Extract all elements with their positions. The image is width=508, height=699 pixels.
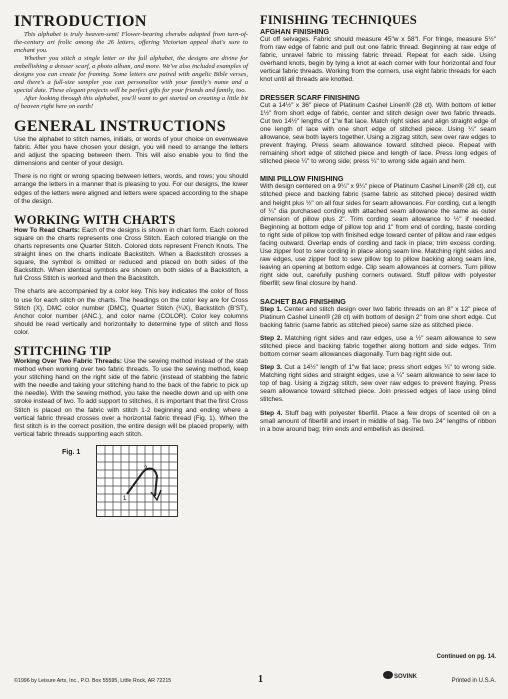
afghan-paragraph: Cut off selvages. Fabric should measure 45"w x 58"l. For fringe, measure 5½" from raw edge of fabric and pull out one fabric thread. Beginning at raw edge of fabric, unravel fabric to missing fabric thread. Repeat for each side. Using overhand knots, begin by tying a knot at each corner with four horizontal and four vertical fabric threads. Working from the corners, use eight fabric threads for each knot until all threads are knotted. <box>260 36 496 84</box>
step-2-body: Matching right sides and raw edges, use a ½" seam allowance to sew stitched piece and backing fabric together along bottom and side edges. Trim bottom corner seam allowances diagonally. Turn bag right side out. <box>260 334 497 358</box>
introduction-section <box>14 31 248 111</box>
general-paragraph-1: Use the alphabet to stitch names, initials, or words of your choice on evenweave fabric. After you have chosen your design, you will need to arrange the letters and adjust the spacing between them. This will also enable you to find the dimensions and center of your design. <box>14 136 248 168</box>
stitching-tip-heading: STITCHING TIP <box>14 343 112 358</box>
weave-grid-icon <box>97 446 177 516</box>
charts-paragraph-1 <box>14 227 248 284</box>
step-1-body: Center and stitch design over two fabric threads on an 8" x 12" piece of Platinum Cashel Linen® (28 ct) with bottom of design 2" from one short edge. Cut backing fabric (same fabric as stitched piece) same size as stitched piece. <box>260 305 497 329</box>
intro-paragraph-1: This alphabet is truly heaven-sent! Flower-bearing cherubs adapted from turn-of-the-century art frolic among the 26 letters, offering Victorian appeal that's sure to enchant you. <box>14 31 248 54</box>
pillow-paragraph: With design centered on a 9¼" x 9¼" piece of Platinum Cashel Linen® (28 ct), cut stitched piece and backing fabric (same fabric as stitched piece) desired width and height plus ½" on all four sides for seam allowances. For cording, cut a length of ¼" dia purchased cording with attached seam allowance the same as outer dimension of pillow plus 2". Trim cording seam allowance to ½" if needed. Beginning at bottom edge of pillow top and 1" from end of cording, baste cording to right side of pillow top with finished edge toward center of pillow and raw edges facing outward. Overlap ends of cording and tack in place; trim excess cording. Use zipper foot to sew cording in place along seam line. Matching right sides and raw edges, use zipper foot to sew pillow top to pillow backing along seam line, leaving an opening at bottom edge. Clip seam allowances at corners. Turn pillow right side out, carefully pushing corners outward. Stuff pillow with polyester fiberfill; sew final closure by hand. <box>260 183 496 288</box>
charts-paragraph-2: The charts are accompanied by a color key. This key indicates the color of floss to use for each stitch on the charts. The headings on the color key are for Cross Stitch (X), DMC color number (DMC), Quarter Stitch (¼X), Backstitch (B'ST), Anchor color number (ANC.), and color name (COLOR). Color key columns should be read vertically and horizontally to determine type of stitch and floss color. <box>14 288 248 336</box>
printed-in-usa: Printed in U.S.A. <box>451 678 496 684</box>
figure-1 <box>14 445 248 521</box>
finishing-techniques-heading: FINISHING TECHNIQUES <box>260 13 417 27</box>
tip-body: Use the sewing method instead of the stab method when working over two fabric threads. To use the sewing method, keep your stitching hand on the right side of the fabric (instead of stabbing the fabric with the needle and taking your stitching hand to the back of the fabric to pick up the needle). With the sewing method, you take the needle down and up with one stroke instead of two. To add support to stitches, it is important that the first Cross Stitch is placed on the fabric with stitch 1-2 beginning and ending where a vertical fabric thread crosses over a horizontal fabric thread (Fig. 1). When the first stitch is in the correct position, the entire design will be placed properly, with vertical fabric threads supporting each stitch. <box>14 357 248 438</box>
general-paragraph-2: There is no right or wrong spacing between letters, words, and rows; you should arrange the letters in a manner that is pleasing to you. For our designs, the lower edges of the letters were aligned and letters were spaced according to the shape of the design. <box>14 173 248 205</box>
charts-body: Each of the designs is shown in chart form. Each colored square on the charts represents one Cross Stitch. Each colored triangle on the charts represents one Quarter Stitch. Colored dots represent French Knots. The straight lines on the charts indicate Backstitch. When a Backstitch crosses a square, the symbol is omitted or reduced and placed on both sides of the Backstitch. When identical symbols are shown on both sides of a Backstitch, a full Cross Stitch is worked and then the Backstitch. <box>14 226 248 283</box>
sachet-step-4 <box>260 410 496 434</box>
step-4-body: Stuff bag with polyester fiberfill. Place a few drops of scented oil on a small amount of fiberfill and insert in middle of bag. Tie two 24" lengths of ribbon in a bow around bag; trim ends and embellish as desired. <box>260 409 496 433</box>
sachet-step-3 <box>260 364 496 404</box>
step-4-label: Step 4. <box>260 409 283 417</box>
stitch-point-2: 2 <box>144 465 148 472</box>
step-1-label: Step 1. <box>260 305 282 313</box>
dresser-scarf-heading: DRESSER SCARF FINISHING <box>260 92 360 102</box>
right-column <box>260 14 496 434</box>
step-2-label: Step 2. <box>260 334 283 342</box>
figure-label: Fig. 1 <box>62 448 81 456</box>
sachet-step-1 <box>260 306 496 330</box>
afghan-heading: AFGHAN FINISHING <box>260 27 330 36</box>
charts-lead: How To Read Charts: <box>14 226 80 234</box>
stitch-point-1: 1 <box>123 495 127 502</box>
tip-lead: Working Over Two Fabric Threads: <box>14 357 123 365</box>
left-column <box>14 14 248 521</box>
sachet-bag-heading: SACHET BAG FINISHING <box>260 296 346 306</box>
step-3-label: Step 3. <box>260 364 282 372</box>
general-instructions-heading: GENERAL INSTRUCTIONS <box>14 118 227 135</box>
intro-paragraph-3: After looking through this alphabet, you'll want to get started on creating a little bit of heaven right here on earth! <box>14 95 248 110</box>
fabric-weave-diagram <box>96 445 178 517</box>
instruction-page <box>14 14 496 690</box>
intro-paragraph-2: Whether you stitch a single letter or the full alphabet, the designs are divine for embellishing a dresser scarf, a photo album, and more. We've also included examples of designs you can create for framing. Some letters are paired with angelic Bible verses, and there's a full-size sampler you can personalize with your family's name and a special date. These elegant projects will be perfect gifts for your friends and family, too. <box>14 55 248 94</box>
mini-pillow-heading: MINI PILLOW FINISHING <box>260 174 344 184</box>
introduction-heading: INTRODUCTION <box>14 13 147 30</box>
continued-note: Continued on pg. 14. <box>436 654 496 660</box>
printer-logo-icon <box>382 668 422 680</box>
page-number: 1 <box>258 674 263 685</box>
sachet-step-2 <box>260 335 496 359</box>
dresser-paragraph: Cut a 14½" x 36" piece of Platinum Cashel Linen® (28 ct). With bottom of letter 1½" from short edge of fabric, center and stitch design over two fabric threads. Cut two 14½" lengths of 1"w flat lace. Match right sides and align straight edge of one length of lace with one short edge of stitched piece. Using ¼" seam allowance, sew both layers together. Using a zigzag stitch, sew over raw edges to prevent fraying. Press seam allowance toward stitched piece. Repeat with remaining short edge of stitched piece and length of lace. Press long edges of stitched piece ¼" to wrong side; press ¼" to wrong side again and hem. <box>260 101 496 166</box>
logo-text: SOVINK <box>394 674 418 680</box>
working-with-charts-heading: WORKING WITH CHARTS <box>14 212 176 227</box>
copyright-notice: ©1996 by Leisure Arts, Inc., P.O. Box 55595, Little Rock, AR 72215 <box>14 678 172 684</box>
step-3-body: Cut a 14½" length of 1"w flat lace; press short edges ¼" to wrong side. Matching right sides and straight edges, use a ¼" seam allowance to sew lace to top of bag. Using a zigzag stitch, sew over raw edges to prevent fraying. Press seam allowance toward stitched piece. Join pressed edges of lace using blind stitches. <box>260 364 496 404</box>
tip-paragraph <box>14 358 248 439</box>
